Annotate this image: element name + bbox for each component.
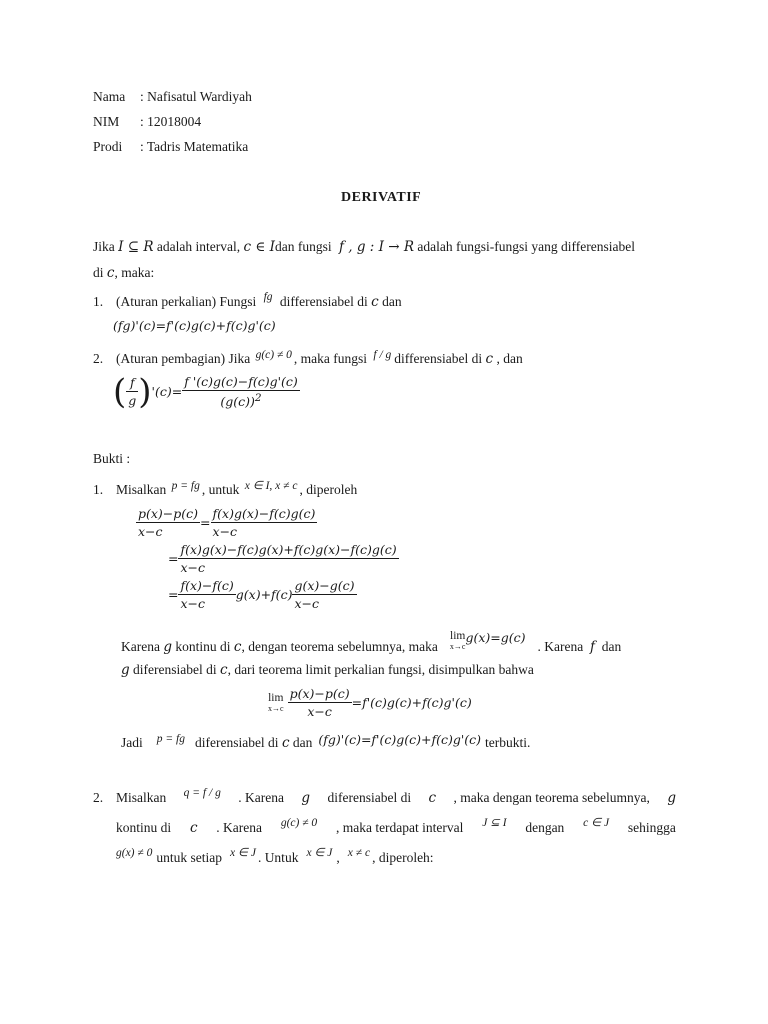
bukti2-math-c: c xyxy=(428,790,437,806)
deriv-line-1 xyxy=(136,506,317,539)
bukti2-number: 2. xyxy=(93,790,104,805)
lim-block-2 xyxy=(268,692,284,713)
left-paren-icon: ( xyxy=(113,371,127,412)
intro-math-4: c xyxy=(106,265,115,281)
rule2-math-c: c xyxy=(485,351,494,367)
bukti2-l3-text-a: untuk setiap xyxy=(156,850,222,865)
lim-sub-2: x→c xyxy=(268,704,284,713)
intro-text-3: dan fungsi xyxy=(274,239,332,254)
bukti1-math-x: x ∈ I, x ≠ c xyxy=(244,480,298,492)
deriv-r1-num: f(x)g(x)−f(c)g(c) xyxy=(212,506,316,521)
rule2-frac-den: g xyxy=(128,393,137,409)
intro-text-5: di xyxy=(93,265,104,280)
intro-math-1: I ⊆ R xyxy=(118,239,154,255)
rule1-number: 1. xyxy=(93,294,104,309)
bukti2-l3-math-xj: x ∈ J xyxy=(229,847,256,859)
lim-sub-1: x→c xyxy=(449,642,466,651)
bukti2-line-1 xyxy=(116,787,676,806)
deriv-r3a-den: x−c xyxy=(180,596,206,611)
prodi-label: Prodi xyxy=(93,139,123,154)
rule2-eq: '(c)= xyxy=(151,384,183,400)
intro-math-3: f , g : I → R xyxy=(338,239,415,255)
karena2-math-g: g xyxy=(121,662,130,678)
karena-text-a: Karena xyxy=(121,638,160,654)
nim-value: : 12018004 xyxy=(140,114,202,129)
karena-text-d: , dengan teorema sebelumnya, maka xyxy=(241,638,438,654)
intro-text-1: Jika xyxy=(93,239,115,254)
jadi-text-b: diferensiabel di xyxy=(194,735,279,750)
karena2-math-c: c xyxy=(220,662,228,678)
rule1-math-c: c xyxy=(371,294,379,310)
rule2-frac-num: f xyxy=(126,375,138,392)
karena-line-2 xyxy=(121,662,534,678)
jadi-text-c: dan xyxy=(292,735,313,750)
bukti1-text-a: Misalkan xyxy=(116,482,167,497)
bukti2-l2-text-c: , maka terdapat interval xyxy=(335,820,464,835)
bukti2-l3-math-xc: x ≠ c xyxy=(347,847,371,859)
deriv-r3-mid: g(x)+f(c) xyxy=(235,587,293,602)
bukti2-l2-text-d: dengan xyxy=(525,820,565,835)
deriv-lhs-num: p(x)−p(c) xyxy=(138,506,199,521)
bukti2-l2-math-cj: c ∈ J xyxy=(583,817,610,829)
karena-math-g: g xyxy=(163,638,173,655)
rule2-number: 2. xyxy=(93,351,104,366)
bukti1-number: 1. xyxy=(93,482,104,497)
rule2-formula xyxy=(113,371,300,412)
karena-line-1 xyxy=(121,629,622,657)
deriv-eq-1: = xyxy=(200,515,211,530)
page-title: DERIVATIF xyxy=(341,190,422,205)
deriv-line-2 xyxy=(168,542,399,575)
karena-text-e: . Karena xyxy=(537,638,584,654)
rule2-text-a: (Aturan pembagian) Jika xyxy=(116,351,251,366)
prodi-value: : Tadris Matematika xyxy=(140,139,249,154)
deriv-r3a-fraction xyxy=(178,578,235,611)
deriv-r2-den: x−c xyxy=(180,560,206,575)
deriv-r3b-fraction xyxy=(292,578,356,611)
rule2-math-gc: g(c) ≠ 0 xyxy=(255,349,292,361)
rule1-text-a: (Aturan perkalian) Fungsi xyxy=(116,294,257,309)
lim2-fraction xyxy=(288,686,352,719)
bukti2-l2-text-a: kontinu di xyxy=(116,820,172,835)
jadi-math-p: p = fg xyxy=(156,733,185,745)
rule2-rhs-exp: 2 xyxy=(254,392,262,404)
bukti2-math-g: g xyxy=(301,790,311,806)
rule2-rhs-den xyxy=(182,391,300,409)
bukti1-text-b: , untuk xyxy=(201,482,240,497)
nim-label: NIM xyxy=(93,114,120,129)
bukti2-l2-math-j: J ⊆ I xyxy=(482,817,507,829)
karena-text-b: kontinu di xyxy=(175,638,231,654)
bukti2-l3-text-c: , xyxy=(336,850,340,865)
jadi-formula: (fg)'(c)=f'(c)g(c)+f(c)g'(c) xyxy=(318,732,482,747)
bukti2-text-a: Misalkan xyxy=(116,790,167,805)
intro-text-4: adalah fungsi-fungsi yang differensiabel xyxy=(417,239,635,254)
lim2-num: p(x)−p(c) xyxy=(289,686,350,701)
bukti2-l3-text-b: . Untuk xyxy=(257,850,299,865)
lim-top-1: lim xyxy=(450,630,466,642)
rule2-fraction-fg xyxy=(126,375,138,408)
karena-math-f: f xyxy=(590,638,595,655)
intro-line-2 xyxy=(93,265,154,281)
bukti1-line xyxy=(116,482,357,499)
bukti-label: Bukti : xyxy=(93,451,131,466)
rule2-line xyxy=(116,351,523,368)
rule2-text-d: , dan xyxy=(496,351,523,366)
rule1-formula: (fg)'(c)=f'(c)g(c)+f(c)g'(c) xyxy=(113,318,276,333)
bukti2-line-2 xyxy=(116,817,676,836)
deriv-r2-fraction xyxy=(178,542,398,575)
bukti2-math-q: q = f / g xyxy=(183,787,221,799)
jadi-text-e: terbukti. xyxy=(485,735,531,750)
lim-top-2: lim xyxy=(268,692,284,704)
bukti2-l3-math-gx: g(x) ≠ 0 xyxy=(116,847,153,859)
bukti2-l3-text-d: , diperoleh: xyxy=(372,850,434,865)
right-paren-icon: ) xyxy=(138,371,152,412)
karena-math-c: c xyxy=(233,638,242,655)
bukti2-text-b: . Karena xyxy=(238,790,284,805)
rule2-text-b: , maka fungsi xyxy=(293,351,368,366)
bukti2-l2-text-b: . Karena xyxy=(216,820,263,835)
bukti2-text-d: , maka dengan teorema sebelumnya, xyxy=(453,790,650,805)
jadi-math-c: c xyxy=(281,735,290,751)
lim2-rhs: =f'(c)g(c)+f(c)g'(c) xyxy=(351,695,472,710)
bukti2-l2-text-e: sehingga xyxy=(627,820,676,835)
rule2-rhs-den-base: (g(c)) xyxy=(220,394,255,410)
intro-text-6: , maka: xyxy=(114,265,155,280)
lim-block-1 xyxy=(450,630,466,651)
rule1-line xyxy=(116,291,402,311)
bukti2-math-g2: g xyxy=(667,790,676,806)
rule2-rhs-num: f '(c)g(c)−f(c)g'(c) xyxy=(184,374,298,389)
deriv-lhs-fraction xyxy=(136,506,200,539)
bukti2-l3-math-xj2: x ∈ J xyxy=(306,847,333,859)
intro-text-2: adalah interval, xyxy=(156,239,241,254)
rule1-math-fg: fg xyxy=(263,291,273,303)
bukti1-math-p: p = fg xyxy=(171,480,200,492)
lim2-den: x−c xyxy=(307,704,332,719)
deriv-r1-den: x−c xyxy=(212,524,238,539)
lim-expr-1: g(x)=g(c) xyxy=(465,629,526,645)
deriv-eq-2: = xyxy=(168,551,179,566)
karena2-text-a: diferensiabel di xyxy=(133,662,217,677)
rule1-text-b: differensiabel di xyxy=(279,294,368,309)
deriv-r2-num: f(x)g(x)−f(c)g(x)+f(c)g(x)−f(c)g(c) xyxy=(180,542,397,557)
rule2-text-c: differensiabel di xyxy=(394,351,483,366)
bukti2-text-c: diferensiabel di xyxy=(327,790,412,805)
deriv-r3b-num: g(x)−g(c) xyxy=(294,578,355,593)
intro-math-2: c ∈ I xyxy=(243,239,275,255)
bukti1-text-c: , diperoleh xyxy=(299,482,358,497)
karena-text-dan: dan xyxy=(601,638,622,654)
jadi-text-a: Jadi xyxy=(121,735,143,750)
rule2-fraction-rhs xyxy=(182,374,300,409)
bukti2-line-3 xyxy=(116,847,434,866)
nama-label: Nama xyxy=(93,89,126,104)
rule2-math-fg: f / g xyxy=(373,349,392,361)
deriv-r3b-den: x−c xyxy=(294,596,319,611)
rule1-text-c: dan xyxy=(382,294,402,309)
deriv-r1-fraction xyxy=(211,506,318,539)
deriv-lhs-den: x−c xyxy=(138,524,163,539)
bukti2-l2-math-c: c xyxy=(189,820,198,836)
deriv-eq-3: = xyxy=(168,587,179,602)
intro-line-1 xyxy=(93,239,635,255)
bukti2-l2-math-gc: g(c) ≠ 0 xyxy=(280,817,318,829)
karena2-text-b: , dari teorema limit perkalian fungsi, disimpulkan bahwa xyxy=(227,662,534,677)
deriv-r3a-num: f(x)−f(c) xyxy=(180,578,234,593)
nama-value: : Nafisatul Wardiyah xyxy=(140,89,252,104)
deriv-line-3 xyxy=(168,578,357,611)
lim-result xyxy=(268,686,472,719)
jadi-line xyxy=(121,732,531,751)
